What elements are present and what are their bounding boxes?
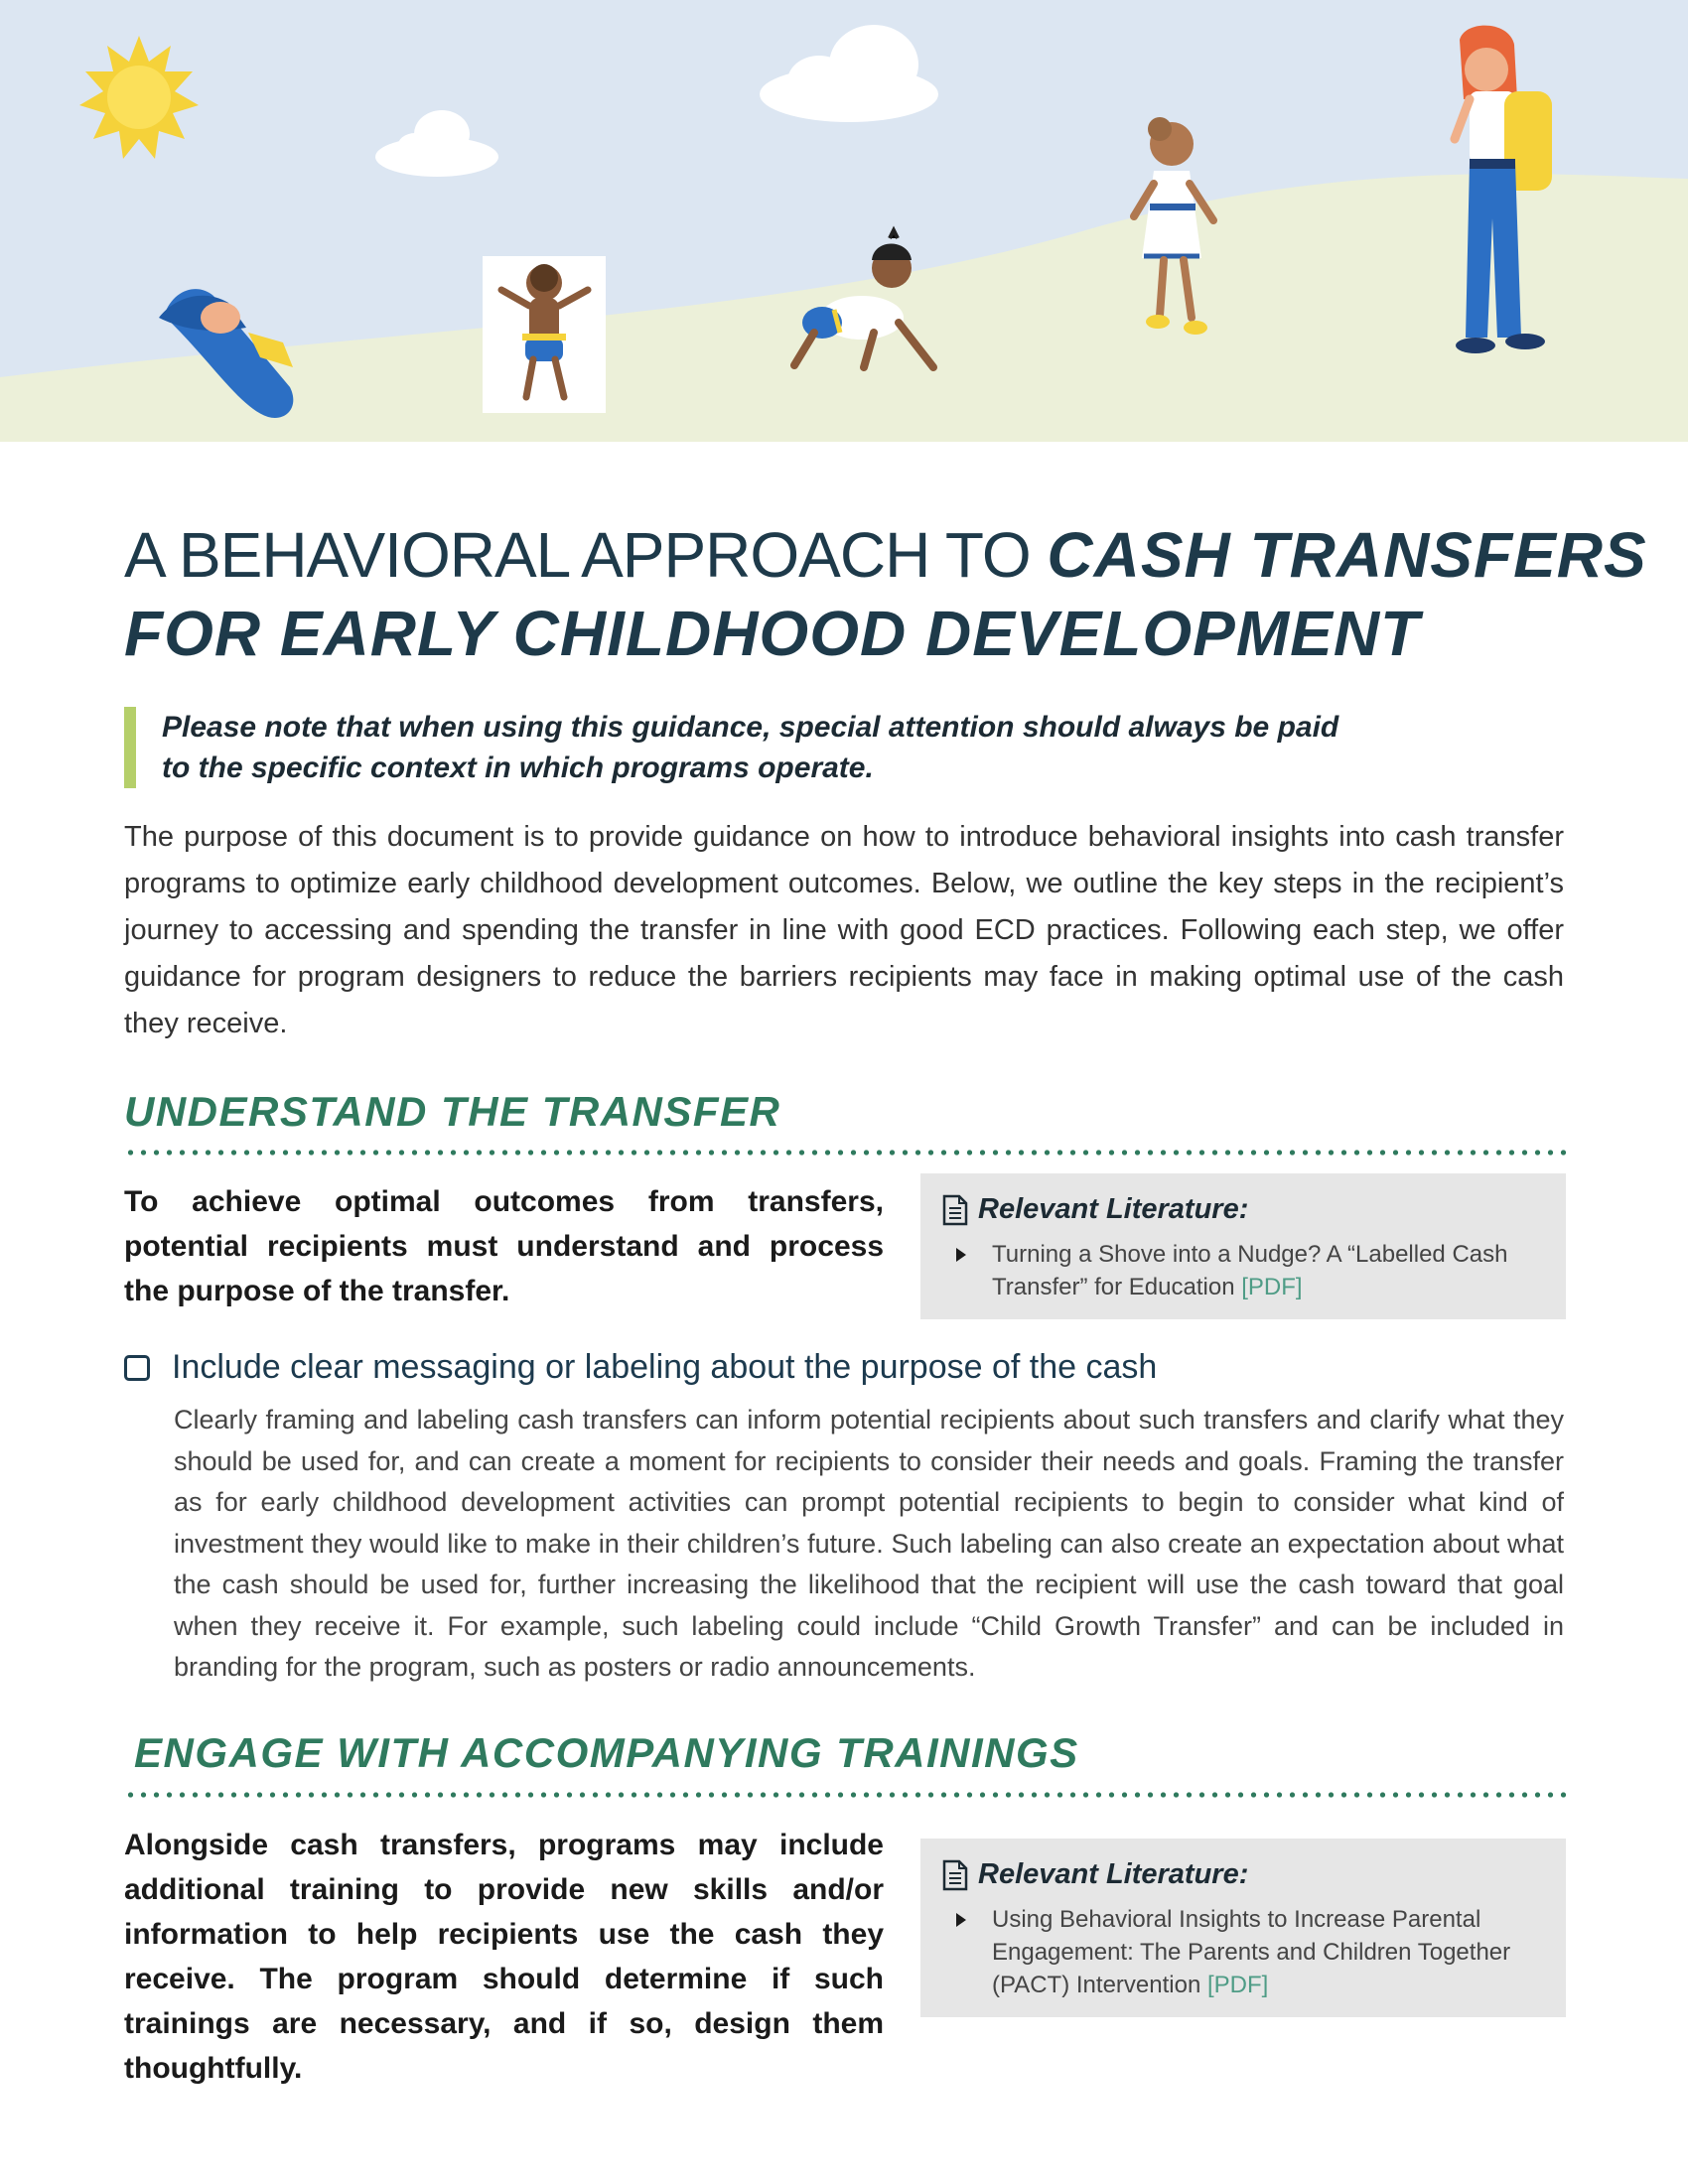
title-light-text: A BEHAVIORAL APPROACH TO [124,519,1048,591]
literature-item [942,1903,1540,2001]
title-bold-text: CASH TRANSFERS [1047,519,1647,591]
note-line-1: Please note that when using this guidance, special attention should always be paid [162,711,1339,744]
bullet-triangle-icon [956,1248,966,1262]
literature-link-text[interactable]: Turning a Shove into a Nudge? A “Labelled Cash Transfer” for Education [992,1241,1508,1300]
document-icon [942,1194,968,1226]
checkbox-icon[interactable] [124,1355,150,1381]
document-icon [942,1859,968,1891]
section-lead-understand: To achieve optimal outcomes from transfers, potential recipients must understand and process the purpose of the transfer. [124,1185,884,1307]
relevant-literature-box [920,1173,1566,1319]
pdf-link[interactable]: [PDF] [1206,1972,1269,1998]
pdf-link[interactable]: [PDF] [1241,1274,1303,1300]
literature-title: Relevant Literature: [978,1858,1249,1890]
literature-item [942,1238,1540,1303]
checklist-item [124,1348,1157,1387]
section-heading-understand: UNDERSTAND THE TRANSFER [124,1088,781,1135]
section-heading-engage: ENGAGE WITH ACCOMPANYING TRAININGS [134,1729,1079,1776]
page-title [124,516,1647,673]
title-second-line: FOR EARLY CHILDHOOD DEVELOPMENT [124,598,1421,669]
relevant-literature-box [920,1839,1566,2017]
checklist-label: Include clear messaging or labeling about the purpose of the cash [172,1348,1158,1386]
context-note [124,707,1453,788]
header-illustration [0,0,1688,442]
dotted-divider [124,1792,1569,1798]
literature-title: Relevant Literature: [978,1193,1249,1225]
section-lead-engage: Alongside cash transfers, programs may include additional training to provide new skills and/or information to help recipients use the cash they receive. The program should determine if such trainings are necessary, and if so, design them thoughtfully. [124,1829,884,2085]
bullet-triangle-icon [956,1913,966,1927]
note-line-2: to the specific context in which programs operate. [162,751,874,784]
checklist-body: Clearly framing and labeling cash transfers can inform potential recipients about such transfers and clarify what they should be used for, and can create a moment for recipients to consider their needs and goals. Framing the transfer as for early childhood development activities can prompt potential recipients to begin to consider what kind of investment they would like to make in their children’s future. Such labeling can also create an expectation about what the cash should be used for, further increasing the likelihood that the recipient will use the cash toward that goal when they receive it. For example, such labeling could include “Child Growth Transfer” and can be included in branding for the program, such as posters or radio announcements. [174,1405,1564,1682]
literature-link-text[interactable]: Using Behavioral Insights to Increase Parental Engagement: The Parents and Children Together (PACT) Intervention [992,1906,1511,1998]
dotted-divider [124,1150,1569,1156]
baby-on-blanket-illustration [483,256,606,413]
intro-paragraph: The purpose of this document is to provide guidance on how to introduce behavioral insights into cash transfer programs to optimize early childhood development outcomes. Below, we outline the key steps in the recipient’s journey to accessing and spending the transfer in line with good ECD practices. Following each step, we offer guidance for program designers to reduce the barriers recipients may face in making optimal use of the cash they receive. [124,821,1564,1039]
